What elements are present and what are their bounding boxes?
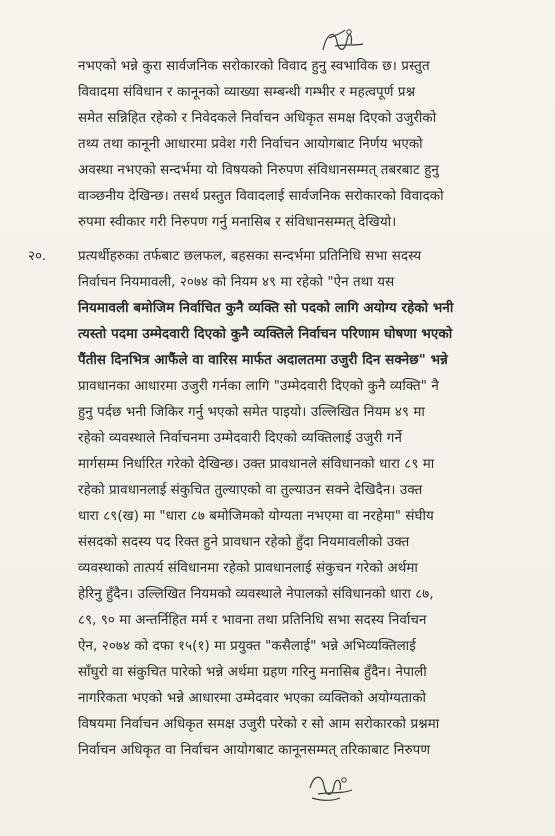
para20-line-14: हेरिनु हुँदैन। उल्लिखित नियमको व्यवस्थाले नेपालको संविधानको धारा ८७, xyxy=(78,587,434,602)
para20-line-12: संसदको सदस्य पद रिक्त हुने प्रावधान रहेको हुँदा नियमावलीको उक्त xyxy=(78,535,410,550)
para20-line-19: विषयमा निर्वाचन अधिकृत समक्ष उजुरी परेको र सो आम सरोकारको प्रश्नमा xyxy=(78,717,440,732)
para20-line-6: प्रावधानका आधारमा उजुरी गर्नका लागि "उम्मेदवारी दिएको कुनै व्यक्ति" नै xyxy=(78,379,439,394)
para20-line-2: निर्वाचन नियमावली, २०७४ को नियम ४९ मा रहेको "ऐन तथा यस xyxy=(78,275,395,290)
para20-line-3: नियमावली बमोजिम निर्वाचित कुनै व्यक्ति सो पदको लागि अयोग्य रहेको भनी xyxy=(78,301,454,316)
para20-line-16: ऐन, २०७४ को दफा १५(१) मा प्रयुक्त "कसैलाई" भन्ने अभिव्यक्तिलाई xyxy=(78,639,416,654)
para20-line-13: व्यवस्थाको तात्पर्य संविधानमा रहेको प्रावधानलाई संकुचन गरेको अर्थमा xyxy=(78,561,418,576)
para20-line-5: पैंतीस दिनभित्र आफैंले वा वारिस मार्फत अदालतमा उजुरी दिन सक्नेछ" भन्ने xyxy=(78,353,448,368)
para20-line-20: निर्वाचन अधिकृत वा निर्वाचन आयोगबाट कानूनसम्मत् तरिकाबाट निरुपण xyxy=(78,743,431,758)
para20-line-8: रहेको व्यवस्थाले निर्वाचनमा उम्मेदवारी दिएको व्यक्तिलाई उजुरी गर्ने xyxy=(78,431,402,446)
para19-line-5: अवस्था नभएको सन्दर्भमा यो विषयको निरुपण संविधानसम्मत् तबरबाट हुनु xyxy=(78,163,439,178)
para19-line-2: विवादमा संविधान र कानूनको व्याख्या सम्बन्धी गम्भीर र महत्वपूर्ण प्रश्न xyxy=(78,85,416,100)
para19-line-6: वाञ्छनीय देखिन्छ। तसर्थ प्रस्तुत विवादलाई सार्वजनिक सरोकारको विवादको xyxy=(78,189,444,204)
para20-line-1: प्रत्यर्थीहरुका तर्फबाट छलफल, बहसका सन्दर्भमा प्रतिनिधि सभा सदस्य xyxy=(78,249,422,264)
para19-line-7: रुपमा स्वीकार गरी निरुपण गर्नु मनासिब र संविधानसम्मत् देखियो। xyxy=(78,215,397,230)
para19-line-4: तथ्य तथा कानूनी आधारमा प्रवेश गरी निर्वाचन आयोगबाट निर्णय भएको xyxy=(78,137,423,152)
para20-line-15: ८९, ९० मा अन्तर्निहित मर्म र भावना तथा प्रतिनिधि सभा सदस्य निर्वाचन xyxy=(78,613,427,628)
signature-mark-bottom xyxy=(300,768,356,808)
para20-line-7: हुनु पर्दछ भनी जिकिर गर्नु भएको समेत पाइयो। उल्लिखित नियम ४९ मा xyxy=(78,405,425,420)
para19-line-1: नभएको भन्ने कुरा सार्वजनिक सरोकारको विवाद हुनु स्वभाविक छ। प्रस्तुत xyxy=(78,59,430,74)
para20-line-18: नागरिकता भएको भन्ने आधारमा उम्मेदवार भएका व्यक्तिको अयोग्यताको xyxy=(78,691,427,706)
paragraph-number: २०. xyxy=(28,249,47,264)
para20-line-4: त्यस्तो पदमा उम्मेदवारी दिएको कुनै व्यक्तिले निर्वाचन परिणाम घोषणा भएको xyxy=(78,327,453,342)
para20-line-9: मार्गसम्म निर्धारित गरेको देखिन्छ। उक्त प्रावधानले संविधानको धारा ८९ मा xyxy=(78,457,435,472)
para20-line-11: धारा ८९(ख) मा "धारा ८७ बमोजिमको योग्यता नभएमा वा नरहेमा" संघीय xyxy=(78,509,434,524)
para19-line-3: समेत सन्निहित रहेको र निवेदकले निर्वाचन अधिकृत समक्ष दिएको उजुरीको xyxy=(78,111,437,126)
para20-line-10: रहेको प्रावधानलाई संकुचित तुल्याएको वा तुल्याउन सक्ने देखिदैन। उक्त xyxy=(78,483,423,498)
para20-line-17: साँघुरो वा संकुचित पारेको भन्ने अर्थमा ग्रहण गरिनु मनासिब हुँदैन। नेपाली xyxy=(78,665,427,680)
